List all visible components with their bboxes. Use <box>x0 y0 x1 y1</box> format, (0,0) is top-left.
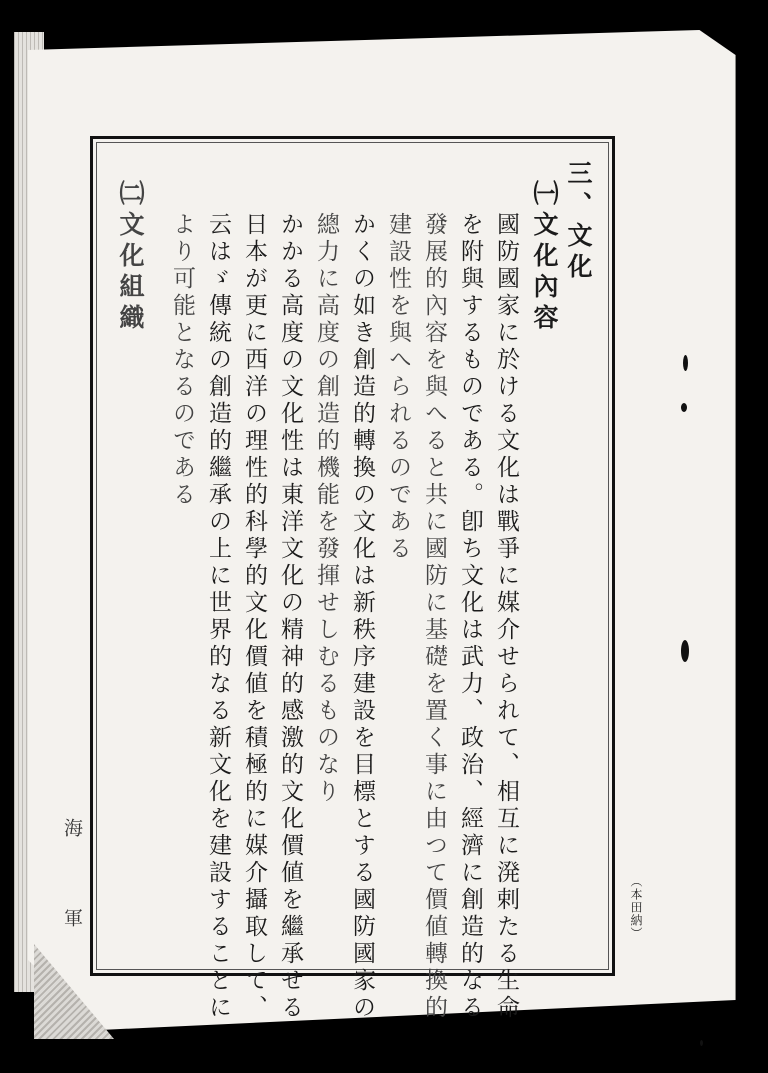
text-column: より可能となるのである <box>169 212 195 509</box>
text-column: 發展的內容を與へると共に國防に基礎を置く事に由つて價値轉換的 <box>421 212 447 1022</box>
subsection-heading-2: ㈡文化組織 <box>116 180 145 335</box>
text-column: 日本が更に西洋の理性的科學的文化價値を積極的に媒介攝取して、 <box>241 212 267 1022</box>
text-column: 建設性を與へられるのである <box>385 212 411 563</box>
text-column: 云はゞ傳統の創造的繼承の上に世界的なる新文化を建設することに <box>205 212 231 1022</box>
text-column: 總力に高度の創造的機能を發揮せしむるものなり <box>313 212 339 806</box>
text-column: を附與するものである。卽ち文化は武力、政治、經濟に創造的なる <box>457 212 483 1022</box>
section-heading: 三、文化 <box>564 160 593 284</box>
ink-mark <box>683 355 688 371</box>
subsection-heading-1: ㈠文化內容 <box>530 180 559 335</box>
text-column: 國防國家に於ける文化は戰爭に媒介せられて、相互に溌剌たる生命 <box>493 212 519 1022</box>
ink-mark <box>681 640 689 662</box>
ink-mark <box>700 1040 703 1046</box>
archive-note: （本田納） <box>629 875 643 940</box>
ink-mark <box>681 403 687 412</box>
text-column: かくの如き創造的轉換の文化は新秩序建設を目標とする國防國家の <box>349 212 375 1022</box>
margin-label-2: 軍 <box>61 908 83 927</box>
margin-label: 海 <box>61 818 83 837</box>
text-column: かかる高度の文化性は東洋文化の精神的感激的文化價値を繼承せる <box>277 212 303 1022</box>
